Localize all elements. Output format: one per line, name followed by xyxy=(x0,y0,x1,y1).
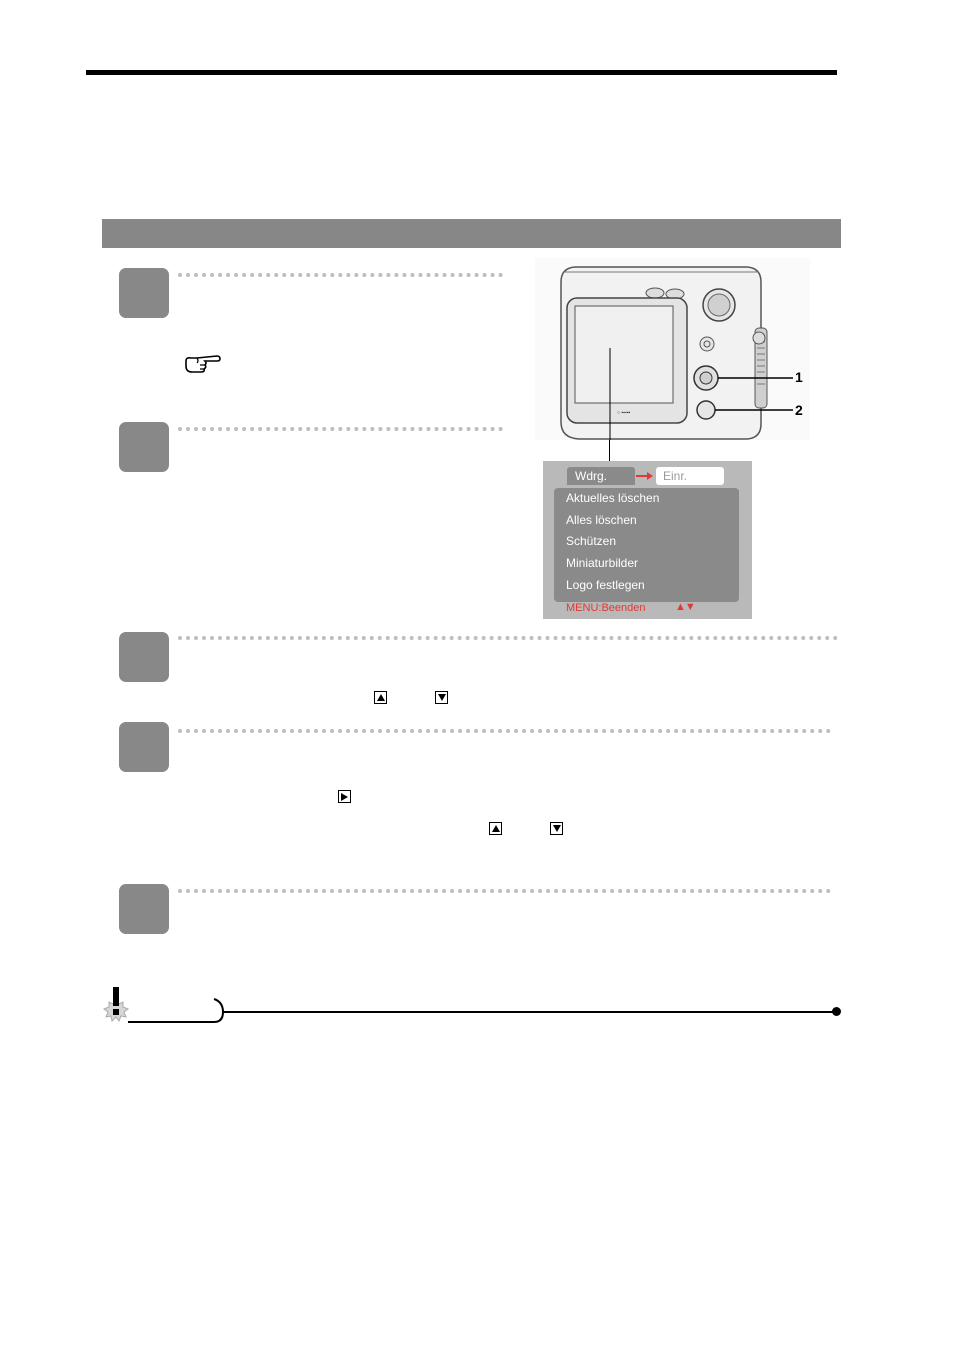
step-4-marker xyxy=(119,722,169,772)
menu-panel xyxy=(554,488,739,602)
menu-item-set-logo[interactable]: Logo festlegen xyxy=(566,578,645,592)
menu-item-delete-all[interactable]: Alles löschen xyxy=(566,513,637,527)
red-arrow-icon xyxy=(636,472,653,480)
play-icon xyxy=(338,790,351,803)
step-5-divider xyxy=(178,889,831,893)
step-5-marker xyxy=(119,884,169,934)
step-2-divider xyxy=(178,427,503,431)
menu-item-protect[interactable]: Schützen xyxy=(566,534,617,548)
callout-2: 2 xyxy=(795,402,803,418)
menu-item-thumbnails[interactable]: Miniaturbilder xyxy=(566,556,639,570)
tab-settings[interactable]: Einr. xyxy=(656,467,724,485)
up-arrow-icon xyxy=(374,691,387,704)
menu-footer: MENU:Beenden xyxy=(566,602,646,614)
pointing-hand-icon xyxy=(183,352,221,376)
up-arrow-icon xyxy=(489,822,502,835)
menu-screen xyxy=(543,461,752,619)
step-1-divider xyxy=(178,273,503,277)
menu-item-delete-current[interactable]: Aktuelles löschen xyxy=(566,491,660,505)
caution-rule xyxy=(222,1011,836,1013)
step-2-marker xyxy=(119,422,169,472)
section-header-bar xyxy=(102,219,841,248)
down-arrow-icon xyxy=(435,691,448,704)
menu-nav-arrows-icon: ▲▼ xyxy=(675,601,695,613)
svg-text:○ ▪▪▪▪▪: ○ ▪▪▪▪▪ xyxy=(617,410,631,416)
step-1-marker xyxy=(119,268,169,318)
step-3-divider xyxy=(178,636,838,640)
callout-1: 1 xyxy=(795,369,803,385)
header-rule xyxy=(86,70,837,75)
step-3-marker xyxy=(119,632,169,682)
step-4-divider xyxy=(178,729,831,733)
down-arrow-icon xyxy=(550,822,563,835)
caution-rule-end xyxy=(832,1007,841,1016)
camera-illustration xyxy=(535,258,810,440)
caution-tab xyxy=(128,998,224,1024)
leader-line xyxy=(609,440,610,461)
tab-playback[interactable]: Wdrg. xyxy=(567,467,635,485)
